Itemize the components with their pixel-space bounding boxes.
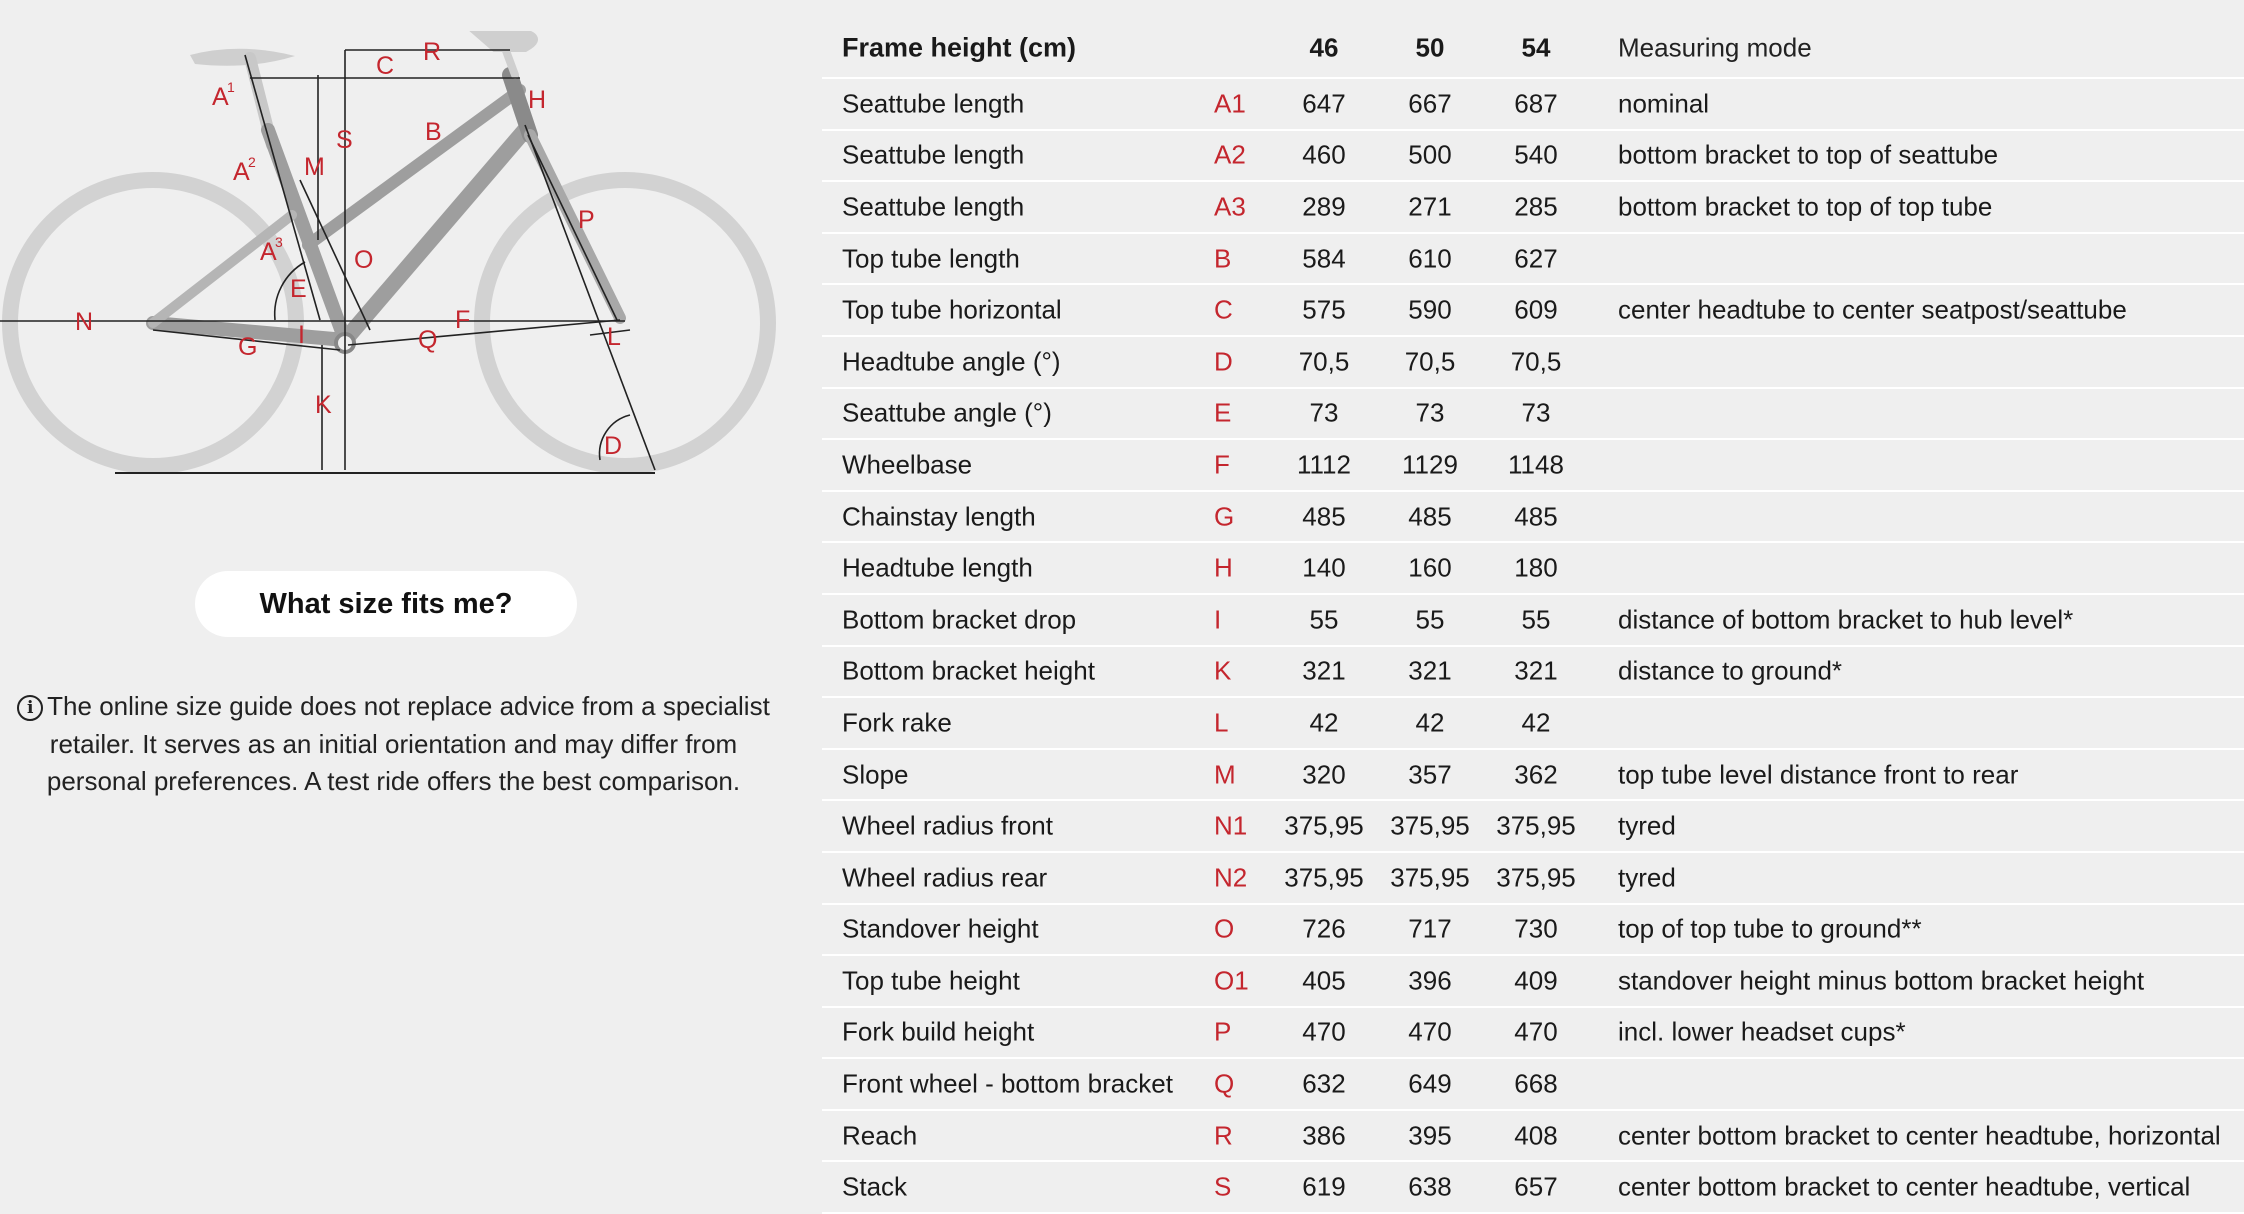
row-code: O1 (1214, 965, 1249, 996)
row-value-54: 73 (1521, 397, 1551, 428)
dimension-labels (75, 38, 622, 460)
label-K: K (315, 391, 332, 419)
headtube (510, 75, 530, 135)
row-value-46: 632 (1302, 1068, 1346, 1099)
table-row (822, 389, 2244, 441)
disclaimer-line: i The online size guide does not replace advice from a specialist (6, 688, 781, 726)
row-name: Seattube length (842, 191, 1025, 222)
row-code: B (1214, 243, 1232, 274)
row-name: Stack (842, 1171, 908, 1202)
row-measuring-mode: distance to ground* (1618, 655, 1843, 686)
label-B: B (425, 118, 442, 146)
sup-A3: 3 (275, 234, 283, 250)
row-name: Top tube length (842, 243, 1020, 274)
table-row (822, 853, 2244, 905)
row-code: E (1214, 397, 1232, 428)
row-value-50: 42 (1415, 707, 1445, 738)
row-value-50: 1129 (1402, 449, 1458, 480)
row-value-46: 321 (1302, 655, 1346, 686)
row-value-50: 70,5 (1404, 346, 1456, 377)
row-value-54: 470 (1514, 1016, 1558, 1047)
table-row (822, 131, 2244, 183)
row-code: A3 (1214, 191, 1246, 222)
row-measuring-mode: incl. lower headset cups* (1618, 1016, 1906, 1047)
row-value-46: 140 (1302, 552, 1346, 583)
row-value-50: 375,95 (1390, 862, 1470, 893)
row-code: H (1214, 552, 1233, 583)
row-value-50: 485 (1408, 501, 1452, 532)
row-name: Chainstay length (842, 501, 1036, 532)
row-value-50: 73 (1415, 397, 1445, 428)
header-measuring-mode: Measuring mode (1618, 32, 1812, 62)
row-value-50: 321 (1408, 655, 1452, 686)
row-value-46: 375,95 (1284, 862, 1364, 893)
size-guide-disclaimer (6, 688, 781, 801)
row-value-46: 485 (1302, 501, 1346, 532)
table-row (822, 801, 2244, 853)
row-value-54: 609 (1514, 294, 1558, 325)
row-value-50: 271 (1408, 191, 1452, 222)
label-G: G (238, 333, 258, 361)
row-code: A2 (1214, 139, 1246, 170)
row-name: Standover height (842, 913, 1039, 944)
row-value-46: 405 (1302, 965, 1346, 996)
table-row (822, 440, 2244, 492)
table-row (822, 750, 2244, 802)
table-row (822, 1008, 2244, 1060)
row-value-54: 409 (1514, 965, 1558, 996)
row-code: D (1214, 346, 1233, 377)
row-name: Seattube length (842, 88, 1025, 119)
label-C: C (376, 52, 395, 80)
table-row (822, 543, 2244, 595)
row-value-46: 320 (1302, 759, 1346, 790)
row-value-54: 687 (1514, 88, 1558, 119)
seatstay (153, 215, 292, 323)
row-measuring-mode: center headtube to center seatpost/seattube (1618, 294, 2127, 325)
row-code: F (1214, 449, 1230, 480)
row-value-54: 540 (1514, 139, 1558, 170)
label-D: D (604, 432, 623, 460)
row-code: O (1214, 913, 1235, 944)
row-value-50: 500 (1408, 139, 1452, 170)
row-value-50: 667 (1408, 88, 1452, 119)
label-F: F (455, 306, 471, 334)
label-H: H (528, 86, 547, 114)
label-I: I (298, 321, 305, 349)
row-value-46: 470 (1302, 1016, 1346, 1047)
label-E: E (290, 275, 307, 303)
row-value-54: 180 (1514, 552, 1558, 583)
table-row (822, 698, 2244, 750)
row-value-54: 55 (1521, 604, 1551, 635)
table-row (822, 595, 2244, 647)
row-name: Bottom bracket height (842, 655, 1095, 686)
label-Q: Q (418, 326, 438, 354)
front-wheel (482, 180, 768, 466)
table-row (822, 234, 2244, 286)
row-value-50: 717 (1408, 913, 1452, 944)
row-code: N2 (1214, 862, 1248, 893)
table-row (822, 337, 2244, 389)
row-value-54: 627 (1514, 243, 1558, 274)
table-row (822, 492, 2244, 544)
row-value-54: 375,95 (1496, 810, 1576, 841)
row-value-54: 657 (1514, 1171, 1558, 1202)
row-value-50: 160 (1408, 552, 1452, 583)
down-tube (345, 130, 525, 340)
row-value-46: 289 (1302, 191, 1346, 222)
row-code: G (1214, 501, 1235, 532)
row-name: Top tube height (842, 965, 1020, 996)
table-row (822, 647, 2244, 699)
row-name: Wheel radius front (842, 810, 1053, 841)
table-body (822, 79, 2244, 1214)
row-code: P (1214, 1016, 1232, 1047)
header-frame-height: Frame height (cm) (842, 32, 1077, 62)
row-value-50: 357 (1408, 759, 1452, 790)
label-R: R (423, 38, 442, 66)
label-L: L (607, 323, 621, 351)
label-N: N (75, 308, 94, 336)
row-value-50: 55 (1415, 604, 1445, 635)
row-value-54: 362 (1514, 759, 1558, 790)
bike-geometry-diagram (0, 0, 810, 500)
row-value-46: 1112 (1297, 449, 1351, 480)
fork (530, 135, 620, 318)
row-code: I (1214, 604, 1222, 635)
label-M: M (304, 153, 325, 181)
row-value-54: 668 (1514, 1068, 1558, 1099)
row-value-50: 649 (1408, 1068, 1452, 1099)
row-value-54: 1148 (1508, 449, 1564, 480)
row-code: S (1214, 1171, 1232, 1202)
row-value-46: 42 (1309, 707, 1339, 738)
row-value-46: 460 (1302, 139, 1346, 170)
table-row (822, 1111, 2244, 1163)
row-name: Front wheel - bottom bracket (842, 1068, 1173, 1099)
row-value-50: 395 (1408, 1120, 1452, 1151)
row-measuring-mode: standover height minus bottom bracket height (1618, 965, 2145, 996)
table-row (822, 905, 2244, 957)
row-measuring-mode: top tube level distance front to rear (1618, 759, 2019, 790)
row-code: L (1214, 707, 1229, 738)
table-row (822, 1162, 2244, 1214)
label-A2: A (233, 158, 250, 186)
label-O: O (354, 246, 374, 274)
table-row (822, 79, 2244, 131)
row-measuring-mode: center bottom bracket to center headtube, horizontal (1618, 1120, 2221, 1151)
row-name: Slope (842, 759, 909, 790)
row-code: K (1214, 655, 1232, 686)
row-name: Reach (842, 1120, 918, 1151)
row-value-46: 73 (1309, 397, 1339, 428)
row-value-50: 396 (1408, 965, 1452, 996)
row-code: Q (1214, 1068, 1235, 1099)
row-value-54: 42 (1521, 707, 1551, 738)
header-size-46: 46 (1309, 32, 1339, 62)
table-header (822, 18, 2244, 79)
row-value-50: 375,95 (1390, 810, 1470, 841)
row-measuring-mode: center bottom bracket to center headtube, vertical (1618, 1171, 2191, 1202)
row-value-46: 55 (1309, 604, 1339, 635)
row-value-46: 726 (1302, 913, 1346, 944)
row-value-54: 321 (1514, 655, 1558, 686)
row-measuring-mode: tyred (1618, 862, 1676, 893)
label-P: P (578, 206, 595, 234)
row-value-54: 485 (1514, 501, 1558, 532)
row-code: R (1214, 1120, 1233, 1151)
row-name: Bottom bracket drop (842, 604, 1077, 635)
row-name: Seattube length (842, 139, 1025, 170)
row-value-50: 638 (1408, 1171, 1452, 1202)
disclaimer-line: personal preferences. A test ride offers the best comparison. (46, 766, 741, 796)
row-value-54: 285 (1514, 191, 1558, 222)
wheels (10, 180, 768, 466)
row-value-46: 575 (1302, 294, 1346, 325)
row-code: A1 (1214, 88, 1246, 119)
sup-A1: 1 (227, 79, 235, 95)
table-row (822, 285, 2244, 337)
row-value-50: 470 (1408, 1016, 1452, 1047)
what-size-fits-me-button[interactable]: What size fits me? (195, 571, 577, 637)
row-name: Wheelbase (842, 449, 973, 480)
label-A3: A (260, 238, 277, 266)
header-size-50: 50 (1415, 32, 1445, 62)
row-name: Seattube angle (°) (842, 397, 1052, 428)
label-S: S (336, 126, 353, 154)
disclaimer-line: retailer. It serves as an initial orientation and may differ from (49, 728, 738, 759)
row-value-54: 70,5 (1510, 346, 1562, 377)
row-value-54: 375,95 (1496, 862, 1576, 893)
row-name: Fork rake (842, 707, 952, 738)
sup-A2: 2 (248, 154, 256, 170)
row-name: Fork build height (842, 1016, 1035, 1047)
table-row (822, 1059, 2244, 1111)
row-value-46: 70,5 (1298, 346, 1350, 377)
row-value-50: 610 (1408, 243, 1452, 274)
label-A1: A (212, 83, 229, 111)
row-measuring-mode: bottom bracket to top of seattube (1618, 139, 1999, 170)
row-value-46: 647 (1302, 88, 1346, 119)
row-value-46: 584 (1302, 243, 1346, 274)
row-measuring-mode: bottom bracket to top of top tube (1618, 191, 1993, 222)
row-name: Top tube horizontal (842, 294, 1062, 325)
table-row (822, 182, 2244, 234)
info-icon: i (17, 695, 43, 721)
row-value-46: 386 (1302, 1120, 1346, 1151)
table-row (822, 956, 2244, 1008)
row-name: Headtube angle (°) (842, 346, 1061, 377)
row-code: M (1214, 759, 1236, 790)
row-measuring-mode: top of top tube to ground** (1618, 913, 1922, 944)
row-measuring-mode: nominal (1618, 88, 1710, 119)
row-value-46: 619 (1302, 1171, 1346, 1202)
row-value-50: 590 (1408, 294, 1452, 325)
row-code: C (1214, 294, 1233, 325)
header-size-54: 54 (1521, 32, 1551, 62)
geometry-table (822, 18, 2244, 1214)
row-value-54: 408 (1514, 1120, 1558, 1151)
row-value-46: 375,95 (1284, 810, 1364, 841)
row-measuring-mode: distance of bottom bracket to hub level* (1618, 604, 2074, 635)
saddle (190, 49, 295, 66)
row-measuring-mode: tyred (1618, 810, 1676, 841)
row-code: N1 (1214, 810, 1248, 841)
row-value-54: 730 (1514, 913, 1558, 944)
row-name: Headtube length (842, 552, 1033, 583)
row-name: Wheel radius rear (842, 862, 1048, 893)
